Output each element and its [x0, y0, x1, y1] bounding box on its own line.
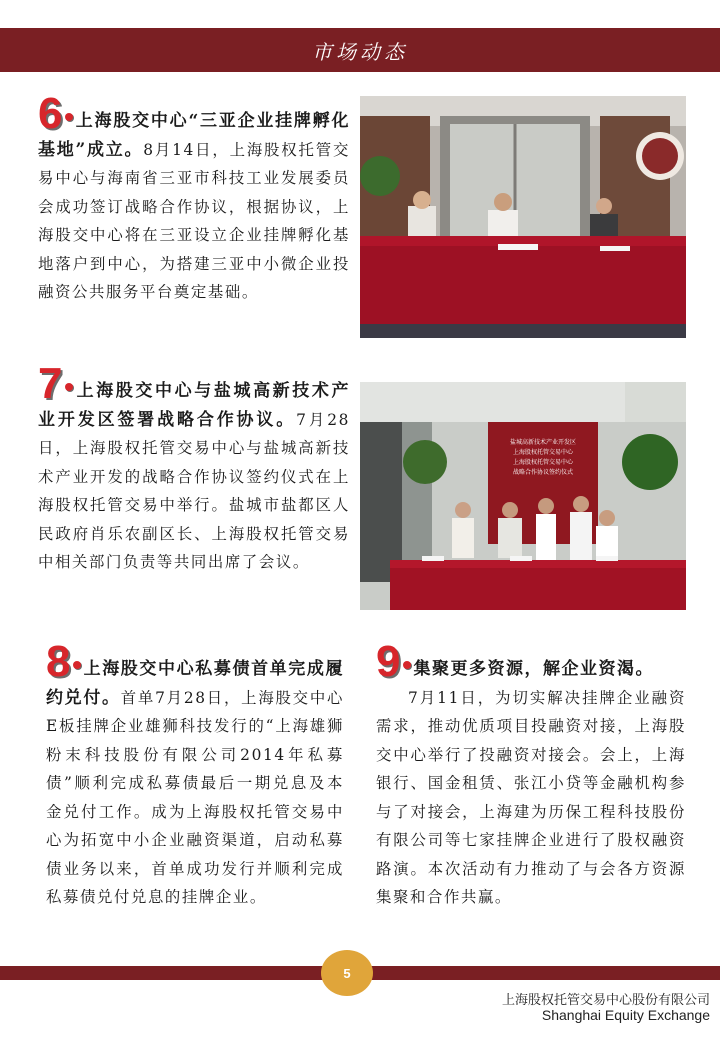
article-number: 8 [46, 637, 73, 686]
article-body: 8月14日，上海股权托管交易中心与海南省三亚市科技工业发展委员会成功签订战略合作协议，根据协议，上海股交中心将在三亚设立企业挂牌孵化基地落户到中心，为搭建三亚中小微企业投融资公共服务平台奠定基础。 [38, 140, 350, 301]
article-8 [46, 637, 344, 912]
signing-ceremony-sanya-photo [360, 96, 686, 338]
article-6-text [38, 89, 350, 307]
banner-line: 上海股权托管交易中心 [512, 459, 574, 466]
article-body: 7月11日，为切实解决挂牌企业融资需求，推动优质项目投融资对接，上海股交中心举行了投融资对接会。会上，上海银行、国金租赁、张江小贷等金融机构参与了对接会，上海建为历保工程科技股份有限公司等七家挂牌企业进行了股权融资路演。本次活动有力推动了与会各方资源集聚和合作共赢。 [376, 688, 686, 906]
number-dot: • [402, 649, 414, 680]
banner-line: 盐城高新技术产业开发区 [509, 439, 577, 446]
article-body: 7月28日，上海股权托管交易中心与盐城高新技术产业开发的战略合作协议签约仪式在上海股权托管交易中举行。盐城市盐都区人民政府肖乐农副区长、上海股权托管交易中相关部门负责等共同出席了会议。 [38, 410, 351, 571]
section-title: 市场动态 [312, 39, 408, 64]
article-7-text [38, 359, 351, 577]
signing-ceremony-yancheng-photo [360, 382, 686, 610]
article-headline: 上海股交中心与盐城高新技术产业开发区签署战略合作协议。 [38, 381, 350, 430]
article-7 [38, 359, 351, 577]
article-headline: 上海股交中心“三亚企业挂牌孵化基地”成立。 [38, 111, 350, 160]
page-number-badge: 5 [321, 950, 373, 996]
article-8-text [46, 637, 344, 912]
article-number: 9 [376, 637, 403, 686]
organization-name-en: Shanghai Equity Exchange [541, 1007, 710, 1023]
number-dot: • [64, 371, 76, 402]
number-dot: • [64, 101, 76, 132]
article-headline: 上海股交中心私募债首单完成履约兑付。 [46, 659, 344, 708]
banner-line: 上海股权托管交易中心 [512, 449, 574, 456]
article-number: 6 [38, 89, 65, 138]
number-dot: • [72, 649, 84, 680]
article-body: 首单7月28日，上海股交中心E板挂牌企业雄狮科技发行的“上海雄狮粉末科技股份有限公司2014年私募债”顺利完成私募债最后一期兑息及本金兑付工作。成为上海股权托管交易中心为拓宽中小企业融资渠道，启动私募债业务以来，首单成功发行并顺利完成私募债兑付兑息的挂牌企业。 [46, 688, 344, 906]
banner-line: 战略合作协议签约仪式 [512, 469, 574, 476]
organization-name-cn: 上海股权托管交易中心股份有限公司 [501, 993, 710, 1008]
article-9 [376, 637, 686, 912]
article-number: 7 [38, 359, 65, 408]
article-headline: 集聚更多资源，解企业资渴。 [413, 659, 654, 679]
article-6 [38, 89, 350, 307]
article-9-text [376, 637, 686, 912]
